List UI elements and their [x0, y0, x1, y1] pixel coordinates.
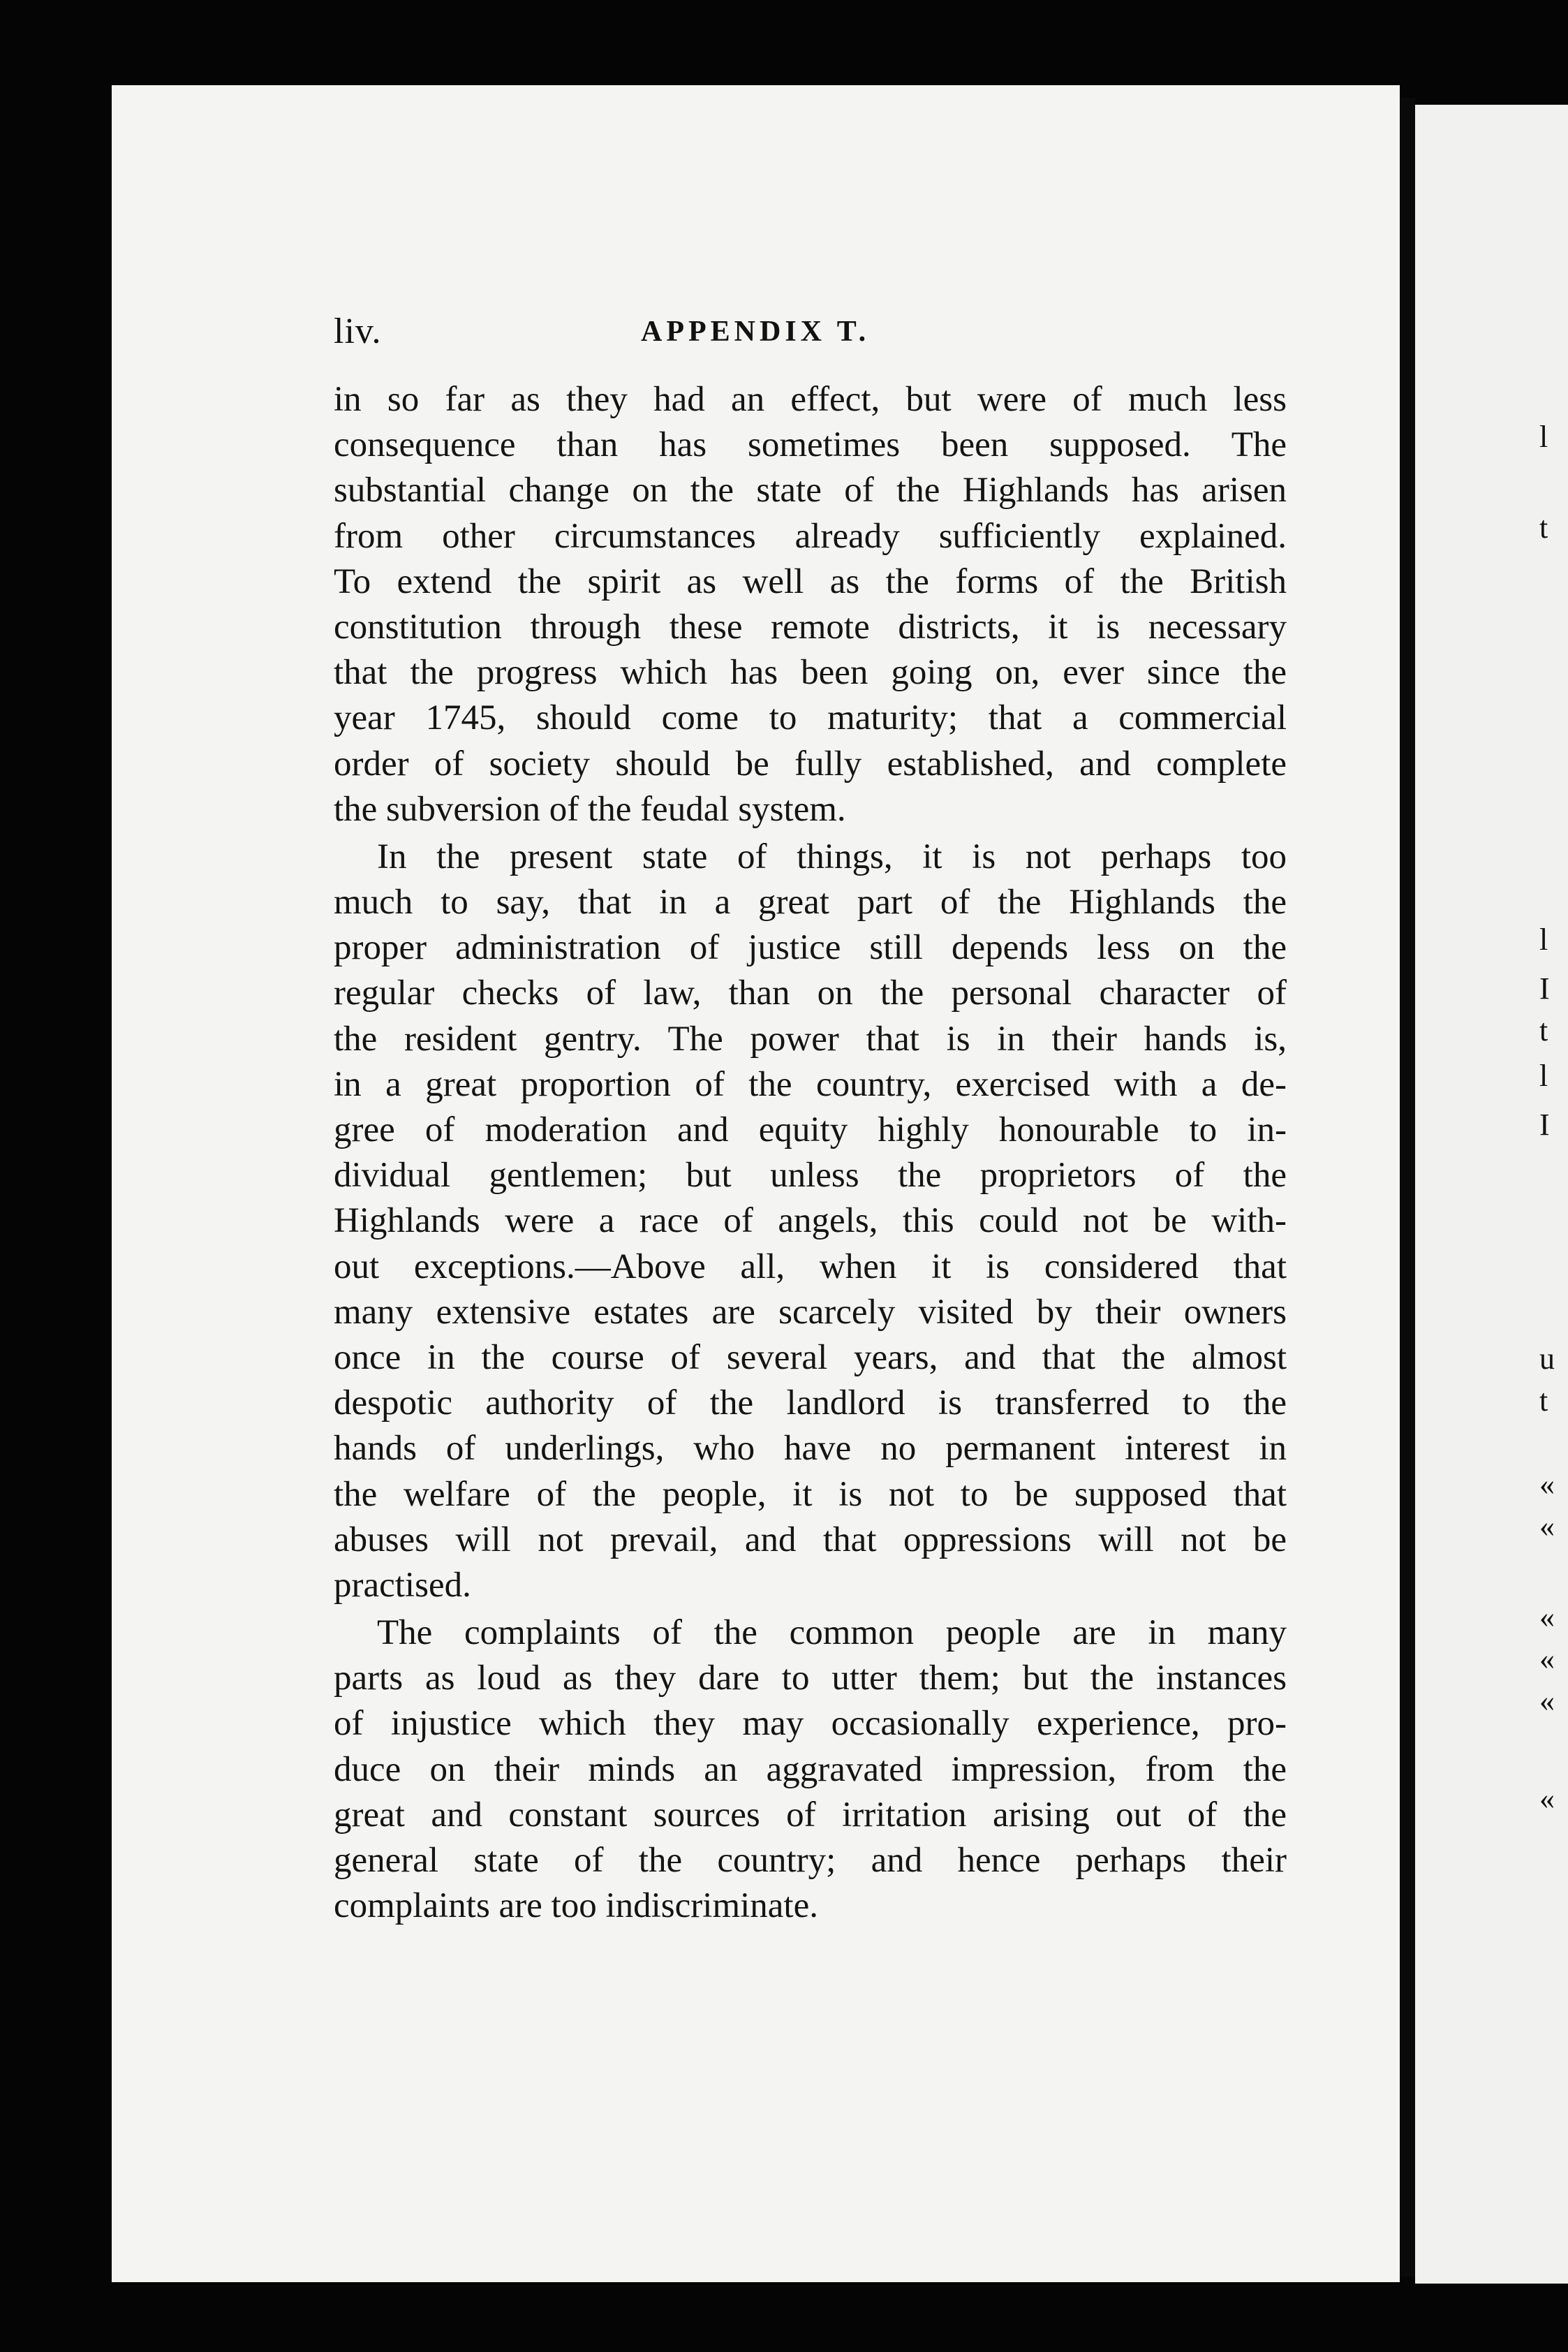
- running-head: [334, 311, 1285, 360]
- paragraph-1: [334, 377, 1287, 832]
- fragment-glyph: l: [1539, 420, 1548, 454]
- fragment-glyph: «: [1539, 1509, 1555, 1543]
- text-line: parts as loud as they dare to utter them; but the instances: [334, 1659, 1287, 1698]
- text-line: gree of moderation and equity highly honourable to in-: [334, 1110, 1287, 1149]
- fragment-glyph: «: [1539, 1684, 1555, 1718]
- text-line: general state of the country; and hence perhaps their: [334, 1841, 1287, 1880]
- paragraph-2: [334, 835, 1287, 1608]
- text-line: despotic authority of the landlord is transferred to the: [334, 1383, 1287, 1423]
- text-line: practised.: [334, 1565, 471, 1605]
- text-line: dividual gentlemen; but unless the proprietors of the: [334, 1156, 1287, 1196]
- text-line: constitution through these remote districts, it is necessary: [334, 607, 1287, 647]
- text-line: hands of underlings, who have no permanent interest in: [334, 1429, 1287, 1469]
- text-line: duce on their minds an aggravated impression, from the: [334, 1749, 1287, 1789]
- text-line: many extensive estates are scarcely visited by their owners: [334, 1292, 1287, 1332]
- paragraph-3: [334, 1610, 1287, 1929]
- text-line: out exceptions.—Above all, when it is considered that: [334, 1247, 1287, 1286]
- text-line: complaints are too indiscriminate.: [334, 1886, 818, 1926]
- text-line: great and constant sources of irritation arising out of the: [334, 1795, 1287, 1835]
- text-line: year 1745, should come to maturity; that a commercial: [334, 698, 1287, 738]
- text-line: once in the course of several years, and that the almost: [334, 1337, 1287, 1377]
- text-line: of injustice which they may occasionally experience, pro-: [334, 1704, 1287, 1744]
- text-line: regular checks of law, than on the personal character of: [334, 973, 1287, 1013]
- text-line: substantial change on the state of the Highlands has arisen: [334, 471, 1287, 510]
- text-line: the welfare of the people, it is not to be supposed that: [334, 1474, 1287, 1514]
- gutter-shadow: [1400, 98, 1415, 2277]
- fragment-glyph: «: [1539, 1642, 1555, 1676]
- fragment-glyph: «: [1539, 1467, 1555, 1501]
- text-line: from other circumstances already sufficiently explained.: [334, 516, 1287, 556]
- text-line: To extend the spirit as well as the forms of the British: [334, 561, 1287, 601]
- text-line: the subversion of the feudal system.: [334, 789, 846, 829]
- text-line: much to say, that in a great part of the Highlands the: [334, 883, 1287, 923]
- text-line: Highlands were a race of angels, this could not be with-: [334, 1201, 1287, 1241]
- text-line: consequence than has sometimes been supposed. The: [334, 425, 1287, 465]
- fragment-glyph: I: [1539, 1108, 1550, 1142]
- text-line: proper administration of justice still depends less on the: [334, 928, 1287, 968]
- text-line: abuses will not prevail, and that oppressions will not be: [334, 1520, 1287, 1559]
- fragment-glyph: t: [1539, 1013, 1548, 1048]
- fragment-glyph: t: [1539, 1383, 1548, 1418]
- page-number: liv.: [334, 311, 382, 351]
- text-line: in a great proportion of the country, exercised with a de-: [334, 1064, 1287, 1104]
- body-text: [334, 377, 1287, 1931]
- text-line: in so far as they had an effect, but were of much less: [334, 380, 1287, 419]
- text-line: that the progress which has been going on, ever since the: [334, 653, 1287, 693]
- fragment-glyph: I: [1539, 971, 1550, 1006]
- text-line: The complaints of the common people are in many: [377, 1613, 1287, 1653]
- text-line: In the present state of things, it is not perhaps too: [377, 837, 1287, 876]
- fragment-glyph: u: [1539, 1342, 1555, 1376]
- fragment-glyph: t: [1539, 510, 1548, 545]
- running-title: APPENDIX T.: [641, 316, 871, 348]
- fragment-glyph: l: [1539, 1059, 1548, 1093]
- facing-page-fragments: [1539, 419, 1567, 1886]
- fragment-glyph: «: [1539, 1600, 1555, 1634]
- text-line: order of society should be fully established, and complete: [334, 744, 1287, 784]
- fragment-glyph: l: [1539, 923, 1548, 957]
- text-line: the resident gentry. The power that is in their hands is,: [334, 1019, 1287, 1059]
- fragment-glyph: «: [1539, 1781, 1555, 1816]
